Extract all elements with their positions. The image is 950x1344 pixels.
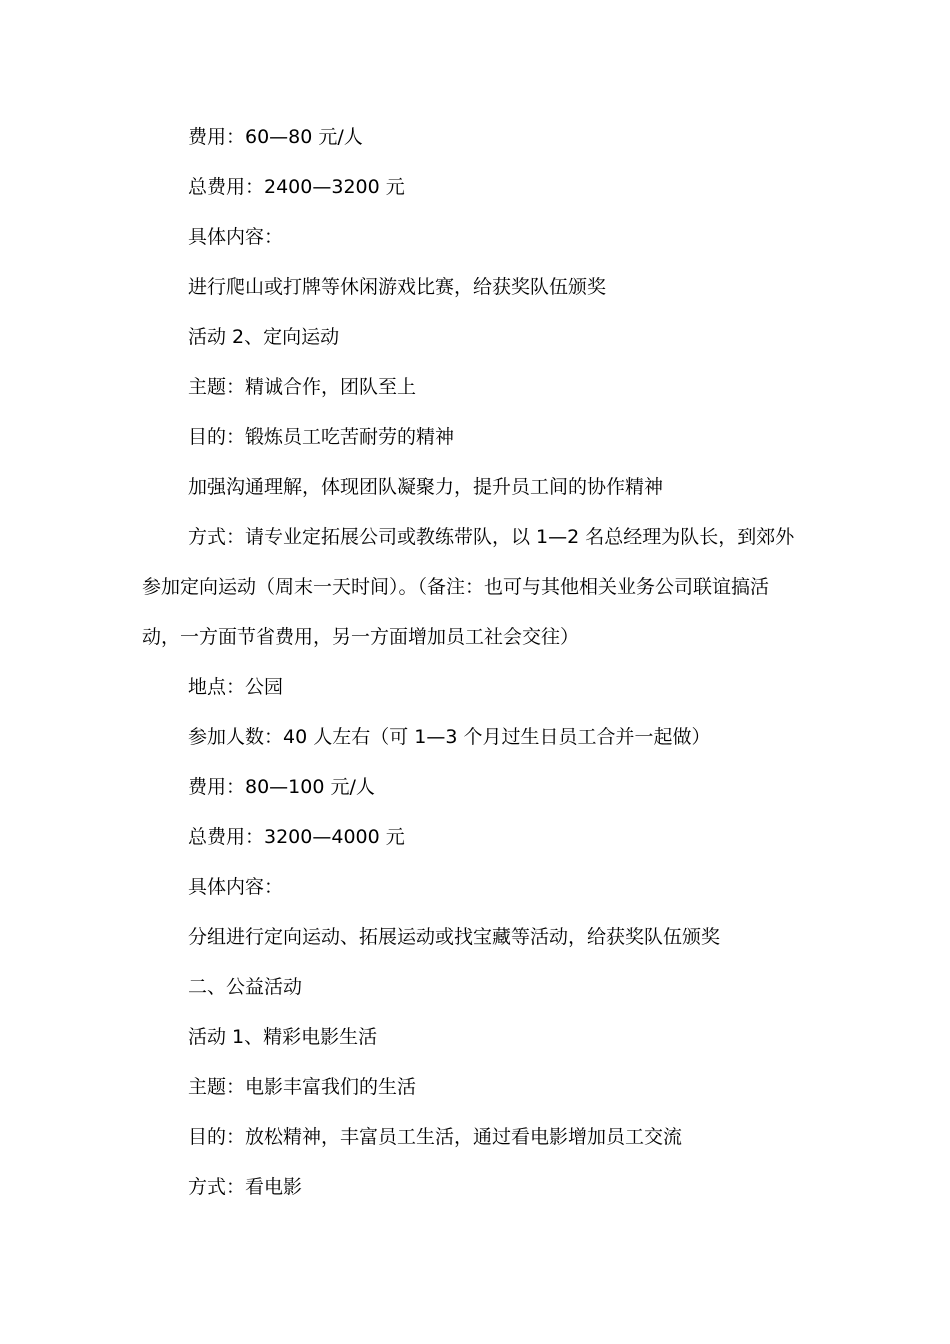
paragraph-theme: 主题：精诚合作，团队至上: [188, 376, 417, 398]
paragraph-content-heading: 具体内容：: [188, 226, 284, 248]
paragraph-activity-1-title: 活动 1、精彩电影生活: [188, 1026, 378, 1048]
paragraph-participants: 参加人数：40 人左右（可 1—3 个月过生日员工合并一起做）: [188, 726, 711, 748]
paragraph-total-fee-2: 总费用：3200—4000 元: [188, 826, 405, 848]
paragraph-purpose: 目的：锻炼员工吃苦耐劳的精神: [188, 426, 455, 448]
paragraph-content: 进行爬山或打牌等休闲游戏比赛，给获奖队伍颁奖: [188, 276, 607, 298]
paragraph-method: 方式：请专业定拓展公司或教练带队，以 1—2 名总经理为队长，到郊外参加定向运动（周末一天时间）。（备注：也可与其他相关业务公司联谊搞活动，一方面节省费用，另一方面增加员工社会交往）: [142, 526, 795, 648]
section-heading-public-welfare: 二、公益活动: [188, 976, 303, 998]
paragraph-content-heading-2: 具体内容：: [188, 876, 284, 898]
paragraph-activity-2-title: 活动 2、定向运动: [188, 326, 340, 348]
paragraph-purpose-detail: 加强沟通理解，体现团队凝聚力，提升员工间的协作精神: [188, 476, 664, 498]
paragraph-fee: 费用：60—80 元/人: [188, 126, 363, 148]
paragraph-theme-2: 主题：电影丰富我们的生活: [188, 1076, 417, 1098]
paragraph-fee-2: 费用：80—100 元/人: [188, 776, 375, 798]
paragraph-location: 地点：公园: [188, 676, 284, 698]
paragraph-method-2: 方式：看电影: [188, 1176, 303, 1198]
paragraph-content-2: 分组进行定向运动、拓展运动或找宝藏等活动，给获奖队伍颁奖: [188, 926, 721, 948]
paragraph-total-fee: 总费用：2400—3200 元: [188, 176, 405, 198]
document-body: [142, 112, 802, 1212]
paragraph-purpose-2: 目的：放松精神，丰富员工生活，通过看电影增加员工交流: [188, 1126, 683, 1148]
